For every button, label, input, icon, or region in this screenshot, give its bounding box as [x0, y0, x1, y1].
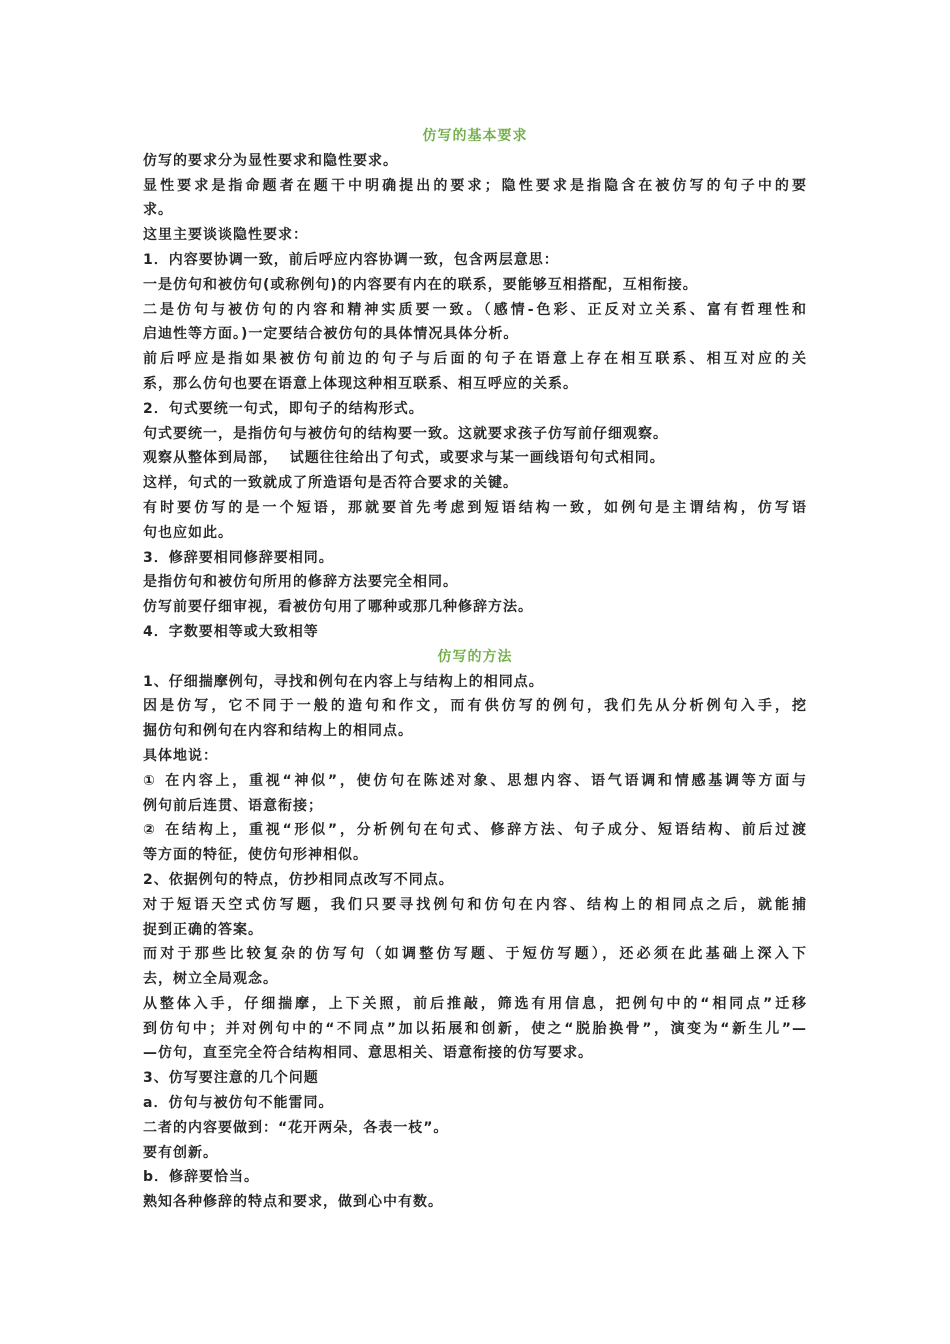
paragraph-line: 启迪性等方面。)一定要结合被仿句的具体情况具体分析。	[143, 326, 519, 343]
paragraph-line: 3．修辞要相同修辞要相同。	[143, 549, 334, 566]
paragraph-line: a．仿句与被仿句不能雷同。	[143, 1095, 334, 1112]
paragraph-line: 句式要统一，是指仿句与被仿句的结构要一致。这就要求孩子仿写前仔细观察。	[143, 425, 668, 442]
paragraph-line: 2．句式要统一句式，即句子的结构形式。	[143, 400, 424, 417]
document-page	[143, 124, 807, 1215]
paragraph-line: 3、仿写要注意的几个问题	[143, 1070, 319, 1087]
section-heading: 仿写的方法	[437, 648, 513, 665]
paragraph-line: 1．内容要协调一致，前后呼应内容协调一致，包含两层意思：	[143, 251, 559, 268]
paragraph-line: 二者的内容要做到：“花开两朵，各表一枝”。	[143, 1119, 449, 1136]
paragraph-line: 熟知各种修辞的特点和要求，做到心中有数。	[143, 1194, 443, 1211]
paragraph-line: —仿句，直至完全符合结构相同、意思相关、语意衔接的仿写要求。	[143, 1045, 593, 1062]
paragraph-line: 4．字数要相等或大致相等	[143, 623, 319, 640]
paragraph-line: 例句前后连贯、语意衔接；	[143, 797, 323, 814]
paragraph-line: 这样，句式的一致就成了所造语句是否符合要求的关键。	[143, 475, 518, 492]
paragraph-line: b．修辞要恰当。	[143, 1169, 260, 1186]
paragraph-line: 到仿句中；并对例句中的“不同点”加以拓展和创新，使之“脱胎换骨”，演变为“新生儿”—	[143, 1020, 807, 1037]
paragraph-line: 一是仿句和被仿句(或称例句)的内容要有内在的联系，要能够互相搭配，互相衔接。	[143, 276, 698, 293]
paragraph-line: 1、仔细揣摩例句，寻找和例句在内容上与结构上的相同点。	[143, 673, 544, 690]
paragraph-line: 去，树立全局观念。	[143, 971, 278, 988]
paragraph-line: 二是仿句与被仿句的内容和精神实质要一致。（感情-色彩、正反对立关系、富有哲理性和	[143, 301, 807, 318]
paragraph-line: 这里主要谈谈隐性要求：	[143, 227, 308, 244]
paragraph-line: 有时要仿写的是一个短语，那就要首先考虑到短语结构一致，如例句是主谓结构，仿写语	[143, 499, 807, 516]
paragraph-line: 具体地说：	[143, 747, 218, 764]
paragraph-line: 系，那么仿句也要在语意上体现这种相互联系、相互呼应的关系。	[143, 375, 578, 392]
paragraph-line: 是指仿句和被仿句所用的修辞方法要完全相同。	[143, 574, 458, 591]
paragraph-line: 显性要求是指命题者在题干中明确提出的要求；隐性要求是指隐含在被仿写的句子中的要	[143, 177, 807, 194]
paragraph-line: 而对于那些比较复杂的仿写句（如调整仿写题、于短仿写题），还必须在此基础上深入下	[143, 946, 807, 963]
paragraph-line: 前后呼应是指如果被仿句前边的句子与后面的句子在语意上存在相互联系、相互对应的关	[143, 351, 807, 368]
paragraph-line: 捉到正确的答案。	[143, 921, 263, 938]
paragraph-line: 从整体入手，仔细揣摩，上下关照，前后推敲，筛选有用信息，把例句中的“相同点”迁移	[143, 995, 807, 1012]
paragraph-line: ② 在结构上，重视“形似”，分析例句在句式、修辞方法、句子成分、短语结构、前后过渡	[143, 822, 807, 839]
paragraph-line: 仿写前要仔细审视，看被仿句用了哪种或那几种修辞方法。	[143, 599, 533, 616]
paragraph-line: 求。	[143, 202, 173, 219]
paragraph-line: 观察从整体到局部， 试题往往给出了句式，或要求与某一画线语句句式相同。	[143, 450, 665, 467]
paragraph-line: ① 在内容上，重视“神似”，使仿句在陈述对象、思想内容、语气语调和情感基调等方面与	[143, 772, 807, 789]
paragraph-line: 要有创新。	[143, 1144, 218, 1161]
paragraph-line: 等方面的特征，使仿句形神相似。	[143, 847, 368, 864]
paragraph-line: 2、依据例句的特点，仿抄相同点改写不同点。	[143, 871, 454, 888]
paragraph-line: 掘仿句和例句在内容和结构上的相同点。	[143, 723, 413, 740]
paragraph-line: 句也应如此。	[143, 524, 233, 541]
paragraph-line: 仿写的要求分为显性要求和隐性要求。	[143, 152, 398, 169]
section-heading: 仿写的基本要求	[422, 128, 528, 144]
paragraph-line: 因是仿写，它不同于一般的造句和作文，而有供仿写的例句，我们先从分析例句入手，挖	[143, 698, 807, 715]
paragraph-line: 对于短语天空式仿写题，我们只要寻找例句和仿句在内容、结构上的相同点之后，就能捕	[143, 896, 807, 913]
